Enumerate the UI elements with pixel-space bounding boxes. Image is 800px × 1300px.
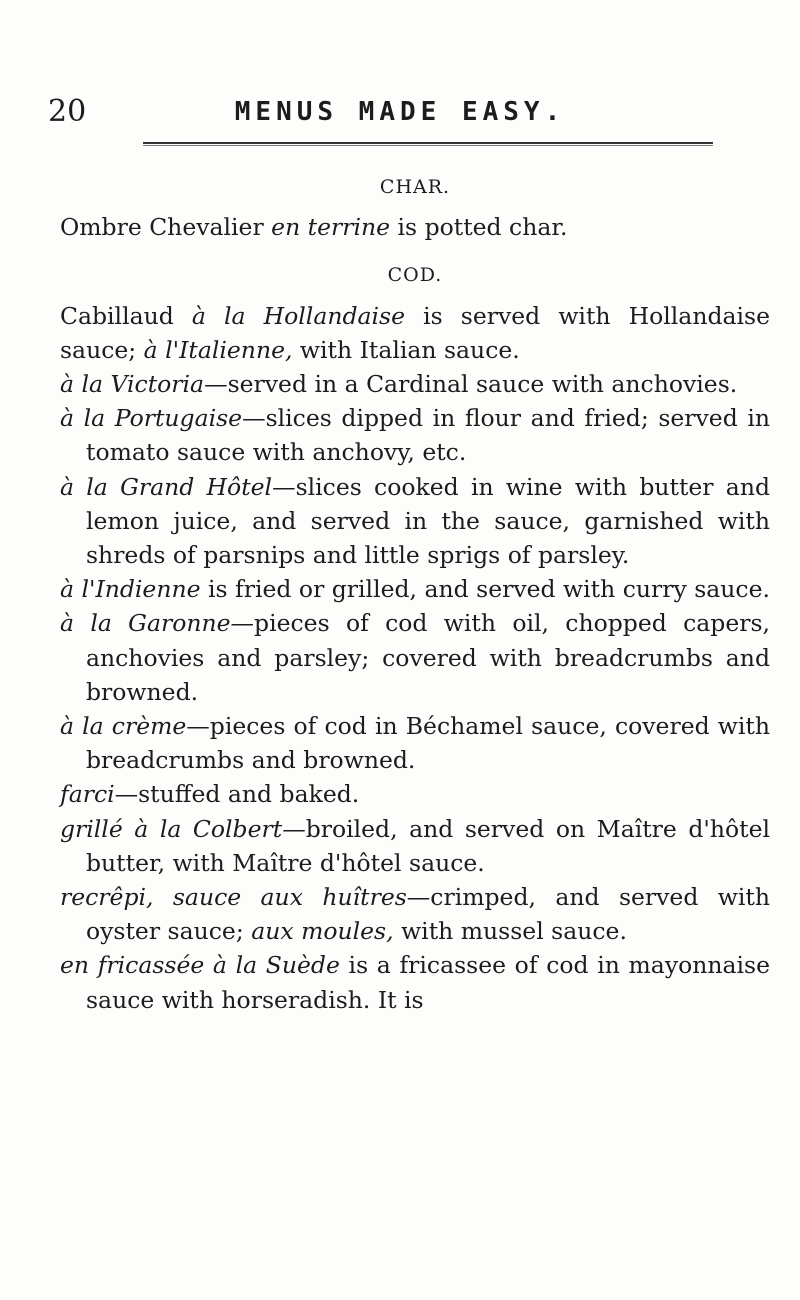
- text-run: is served with Hollandaise sauce;: [60, 301, 770, 364]
- text-run: with mussel sauce.: [393, 917, 627, 946]
- italic-term: grillé à la Colbert: [60, 814, 283, 843]
- cod-entry: [60, 367, 770, 401]
- italic-term: à la Hollandaise: [191, 301, 405, 330]
- char-paragraph: [60, 210, 770, 244]
- cod-entry: [60, 709, 770, 777]
- italic-term: à la Grand Hôtel: [60, 472, 273, 501]
- text-run: Cabillaud: [60, 301, 192, 330]
- text-run: —slices dipped in flour and fried; served in tomato sauce with anchovy, etc.: [86, 404, 770, 467]
- italic-term: à la Victoria: [60, 369, 205, 398]
- italic-term: aux moules,: [251, 917, 394, 946]
- header-rule: [143, 142, 713, 146]
- section-heading-char: CHAR.: [379, 176, 451, 198]
- italic-term: à l'Indienne: [60, 575, 201, 604]
- italic-term: à l'Italienne,: [143, 335, 293, 364]
- italic-term: à la Garonne: [60, 609, 231, 638]
- italic-term: en terrine: [271, 213, 391, 242]
- cod-entry: [60, 572, 770, 606]
- cod-intro-paragraph: [60, 299, 770, 367]
- cod-entry: [60, 606, 770, 709]
- text-run: —pieces of cod with oil, chopped capers, anchovies and parsley; covered with breadcrumbs and browned.: [86, 609, 770, 706]
- text-run: —stuffed and baked.: [114, 780, 360, 809]
- cod-entry: [60, 777, 770, 811]
- text-run: —broiled, and served on Maître d'hôtel butter, with Maître d'hôtel sauce.: [86, 814, 771, 877]
- text-run: is potted char.: [390, 213, 568, 242]
- text-run: is fried or grilled, and served with curry sauce.: [200, 575, 770, 604]
- page-number: 20: [48, 94, 87, 129]
- italic-term: à la crème: [60, 712, 187, 741]
- cod-entry: [60, 470, 770, 573]
- page-header: [0, 92, 800, 132]
- text-run: —slices cooked in wine with butter and lemon juice, and served in the sauce, garnished with shreds of parsnips and little sprigs of parsley.: [86, 472, 770, 569]
- running-title: MENUS MADE EASY.: [234, 97, 566, 127]
- italic-term: en fricassée à la Suède: [60, 951, 340, 980]
- text-run: —crimped, and served with oyster sauce;: [86, 883, 770, 946]
- cod-entry: [60, 401, 770, 469]
- cod-entry: [60, 880, 770, 948]
- text-run: is a fricassee of cod in mayonnaise sauce with horseradish. It is: [86, 951, 771, 1014]
- italic-term: farci: [60, 780, 115, 809]
- section-heading-cod: COD.: [387, 264, 443, 287]
- page-body: [60, 170, 770, 1017]
- italic-term: à la Portugaise: [60, 404, 243, 433]
- text-run: —pieces of cod in Béchamel sauce, covered with breadcrumbs and browned.: [86, 712, 770, 775]
- text-run: with Italian sauce.: [292, 335, 520, 364]
- text-run: —served in a Cardinal sauce with anchovies.: [204, 369, 738, 398]
- text-run: Ombre Chevalier: [60, 213, 272, 242]
- italic-term: recrêpi, sauce aux huîtres: [60, 883, 407, 912]
- cod-entry: [60, 948, 770, 1016]
- cod-entry: [60, 812, 770, 880]
